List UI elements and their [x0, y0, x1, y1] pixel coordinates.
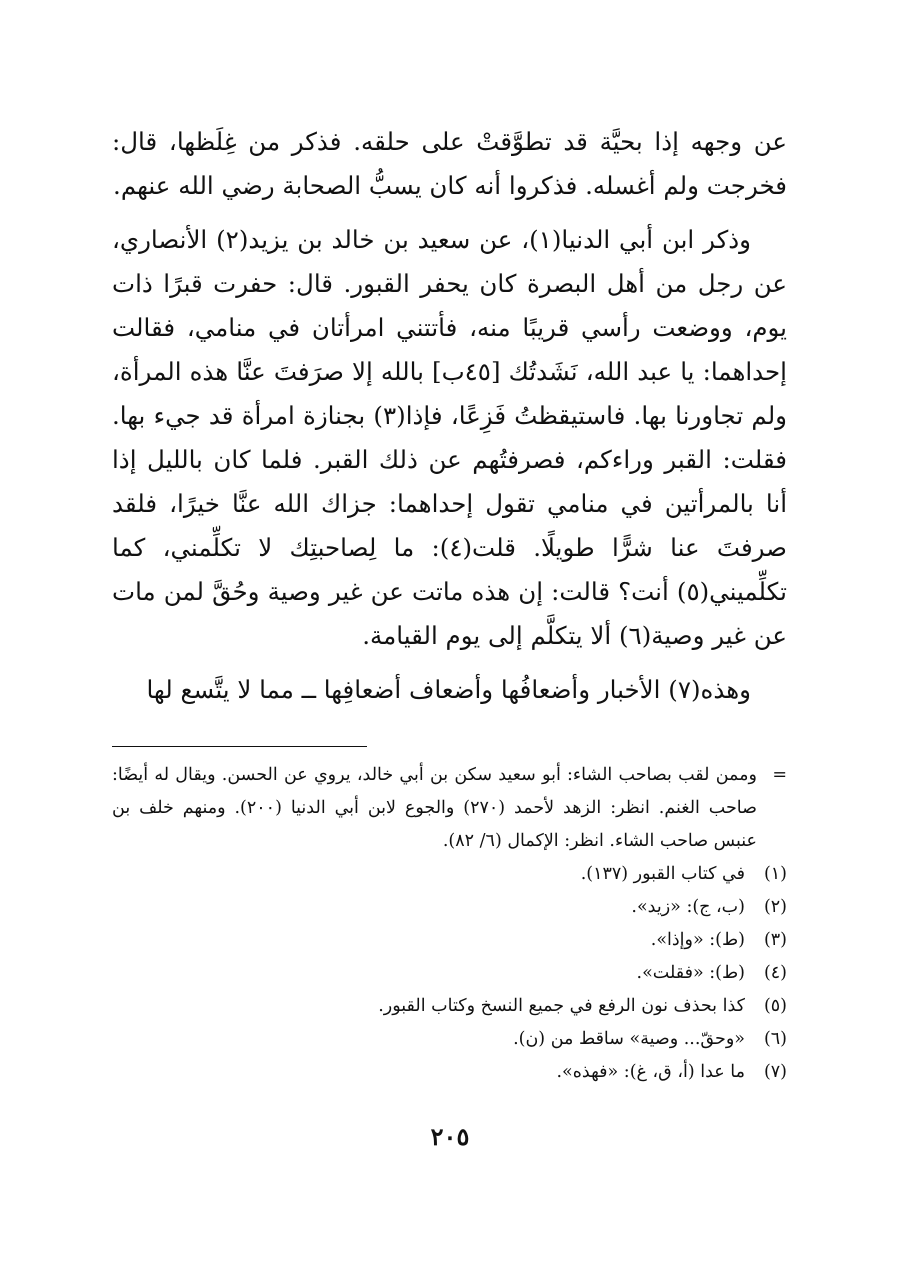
footnote-number: (٣): [763, 930, 787, 950]
main-text: [112, 120, 787, 712]
continuation-text: وممن لقب بصاحب الشاء: أبو سعيد سكن بن أبي خالد، يروي عن الحسن. ويقال له أيضًا: صاحب الغنم. انظر: الزهد لأحمد (٢٧٠) والجوع لابن أبي الدنيا (٢٠٠). ومنهم خلف بن عنبس صاحب الشاء. انظر: الإكمال (٦/ ٨٢).: [112, 765, 757, 851]
footnote-number: (٢): [763, 897, 787, 917]
footnote-text: ما عدا (أ، ق، غ): «فهذه».: [556, 1062, 745, 1082]
footnote-5: [112, 990, 787, 1023]
footnote-3: [112, 924, 787, 957]
footnote-number: (٤): [763, 963, 787, 983]
paragraph-3: وهذه(٧) الأخبار وأضعافُها وأضعاف أضعافِها ــ مما لا يتَّسع لها: [146, 675, 751, 704]
footnote-2: [112, 891, 787, 924]
footnote-text: «وحقّ... وصية» ساقط من (ن).: [513, 1029, 745, 1049]
footnote-number: (٦): [763, 1029, 787, 1049]
page-number: ٢٠٥: [430, 1122, 470, 1151]
paragraph-2: وذكر ابن أبي الدنيا(١)، عن سعيد بن خالد بن يزيد(٢) الأنصاري، عن رجل من أهل البصرة كان يحفر القبور. قال: حفرت قبرًا ذات يوم، ووضعت رأسي قريبًا منه، فأتتني امرأتان في منامي، فقالت إحداهما: يا عبد الله، نَشَدتُك [٤٥ب] بالله إلا صرَفتَ عنَّا هذه المرأة، ولم تجاورنا بها. فاستيقظتُ فَزِعًا، فإذا(٣) بجنازة امرأة قد جيء بها. فقلت: القبر وراءكم، فصرفتُهم عن ذلك القبر. فلما كان بالليل إذا أنا بالمرأتين في منامي تقول إحداهما: جزاك الله عنَّا خيرًا، فلقد صرفتَ عنا شرًّا طويلًا. قلت(٤): ما لِصاحبتِك لا تكلِّمني، كما تكلِّميني(٥) أنت؟ قالت: إن هذه ماتت عن غير وصية وحُقَّ لمن مات عن غير وصية(٦) ألا يتكلَّم إلى يوم القيامة.: [112, 225, 787, 650]
footnote-text: (ط): «فقلت».: [636, 963, 745, 983]
footnote-text: (ط): «وإذا».: [650, 930, 745, 950]
footnote-6: [112, 1023, 787, 1056]
footnote-1: [112, 858, 787, 891]
footnote-number: (١): [763, 864, 787, 884]
footnote-text: كذا بحذف نون الرفع في جميع النسخ وكتاب القبور.: [378, 996, 745, 1016]
footnotes: [112, 759, 787, 1089]
paragraph-1: عن وجهه إذا بحيَّة قد تطوَّقتْ على حلقه. فذكر من غِلَظها، قال: فخرجت ولم أغسله. فذكروا أنه كان يسبُّ الصحابة رضي الله عنهم.: [112, 127, 787, 200]
book-page: [112, 120, 787, 1220]
footnote-number: (٧): [763, 1062, 787, 1082]
footnote-separator: [112, 746, 367, 747]
footnote-separator-wrap: [112, 746, 787, 747]
footnote-7: [112, 1056, 787, 1089]
footnote-text: في كتاب القبور (١٣٧).: [580, 864, 745, 884]
continuation-mark: =: [772, 765, 787, 785]
footnote-4: [112, 957, 787, 990]
footnote-continuation: [112, 759, 787, 858]
footnote-text: (ب، ج): «زيد».: [631, 897, 745, 917]
footnote-number: (٥): [763, 996, 787, 1016]
